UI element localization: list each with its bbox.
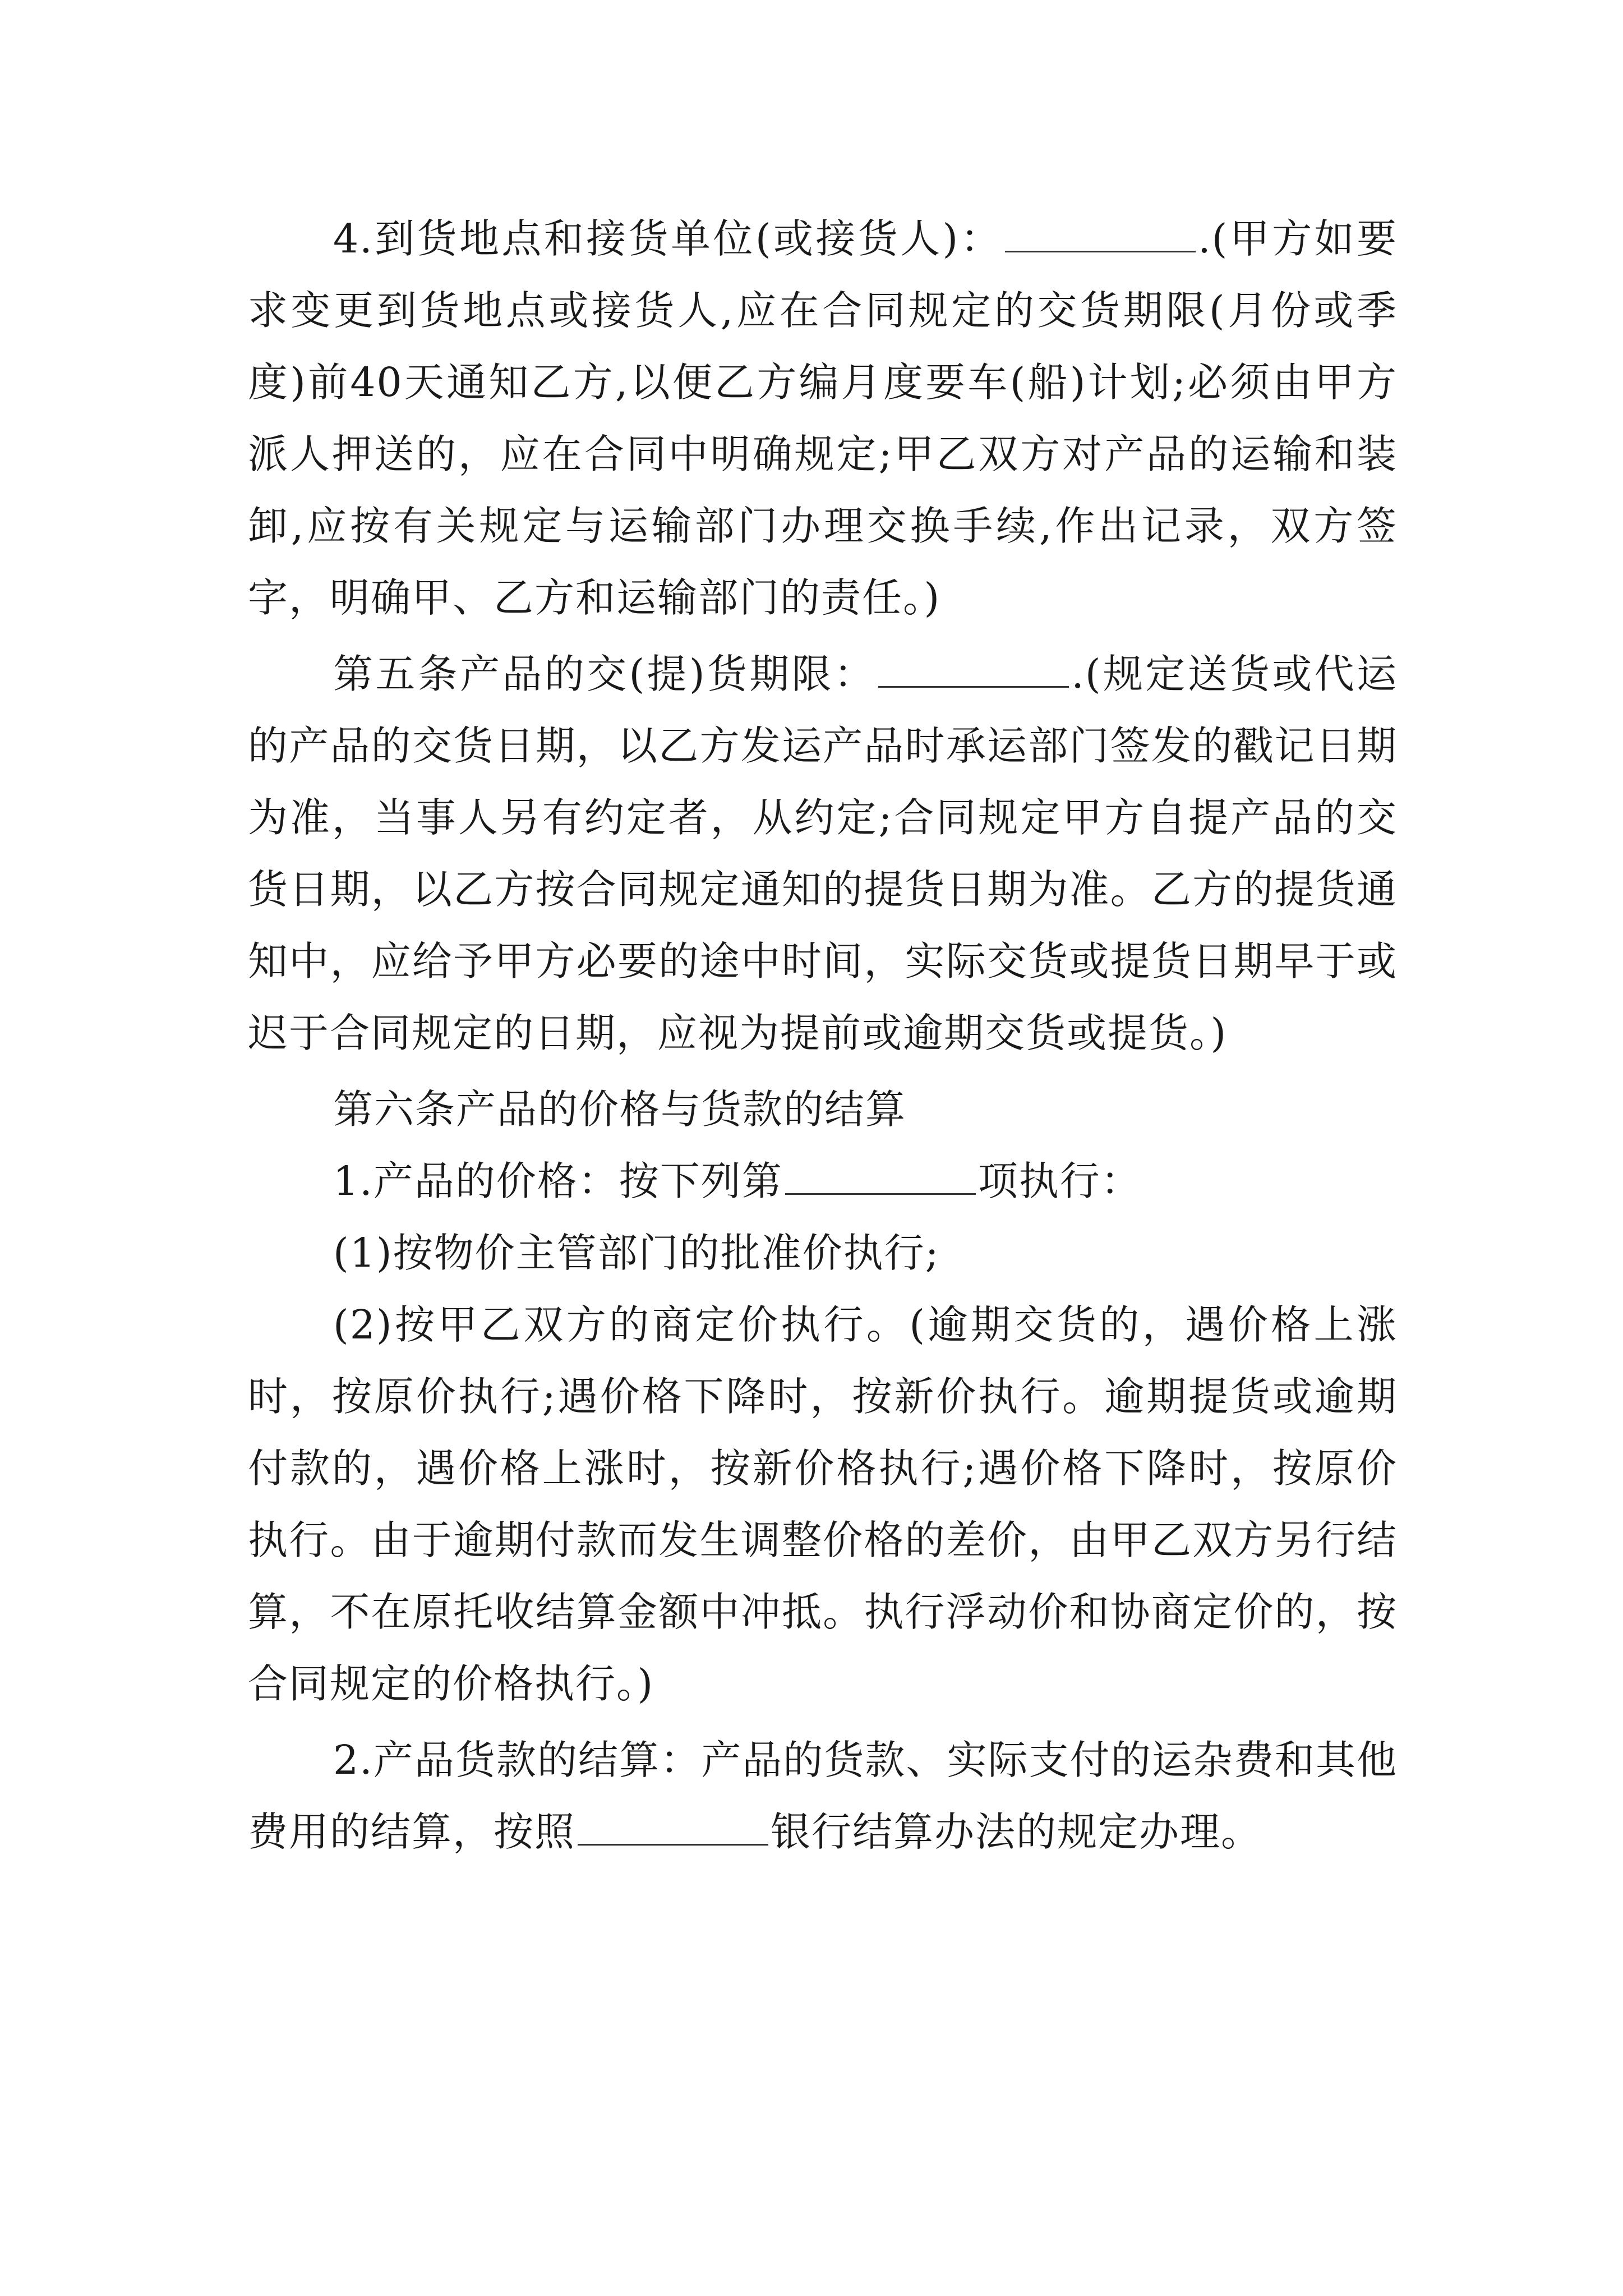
paragraph-text: 项执行： xyxy=(978,1158,1142,1204)
fill-in-blank[interactable] xyxy=(785,1157,976,1195)
paragraph-text: (1)按物价主管部门的批准价执行; xyxy=(333,1230,940,1276)
document-body xyxy=(248,203,1398,1868)
paragraph-text: 2.产品货款的结算：产品的货款、实际支付的运杂费和其他费用的结算，按照 xyxy=(248,1737,1398,1855)
paragraph-price-option-2 xyxy=(248,1289,1398,1720)
paragraph-text: 第五条产品的交(提)货期限： xyxy=(333,651,877,697)
paragraph-payment-settlement xyxy=(248,1724,1398,1868)
paragraph-text: 4.到货地点和接货单位(或接货人)： xyxy=(333,215,1003,262)
paragraph-text: 银行结算办法的规定办理。 xyxy=(771,1809,1262,1855)
section-heading: 第六条产品的价格与货款的结算 xyxy=(333,1086,907,1133)
paragraph-article-6-heading xyxy=(248,1074,1398,1145)
fill-in-blank[interactable] xyxy=(578,1808,768,1846)
paragraph-delivery-location xyxy=(248,203,1398,634)
fill-in-blank[interactable] xyxy=(1005,215,1196,252)
paragraph-text: (2)按甲乙双方的商定价执行。(逾期交货的，遇价格上涨时，按原价执行;遇价格下降时，按新价执行。逾期提货或逾期付款的，遇价格上涨时，按新价格执行;遇价格下降时，按原价执行。由于逾期付款而发生调整价格的差价，由甲乙双方另行结算，不在原托收结算金额中冲抵。执行浮动价和协商定价的，按合同规定的价格执行。) xyxy=(248,1301,1398,1707)
paragraph-text: .(甲方如要求变更到货地点或接货人,应在合同规定的交货期限(月份或季度)前40天通知乙方,以便乙方编月度要车(船)计划;必须由甲方派人押送的，应在合同中明确规定;甲乙双方对产品的运输和装卸,应按有关规定与运输部门办理交换手续,作出记录，双方签字，明确甲、乙方和运输部门的责任。) xyxy=(248,215,1398,621)
paragraph-price-option-1 xyxy=(248,1217,1398,1289)
paragraph-text: 1.产品的价格：按下列第 xyxy=(333,1158,783,1204)
paragraph-text: .(规定送货或代运的产品的交货日期，以乙方发运产品时承运部门签发的戳记日期为准，当事人另有约定者，从约定;合同规定甲方自提产品的交货日期，以乙方按合同规定通知的提货日期为准。乙方的提货通知中，应给予甲方必要的途中时间，实际交货或提货日期早于或迟于合同规定的日期，应视为提前或逾期交货或提货。) xyxy=(248,651,1398,1056)
fill-in-blank[interactable] xyxy=(878,650,1069,688)
paragraph-article-5-delivery-period xyxy=(248,638,1398,1069)
paragraph-product-price xyxy=(248,1145,1398,1217)
